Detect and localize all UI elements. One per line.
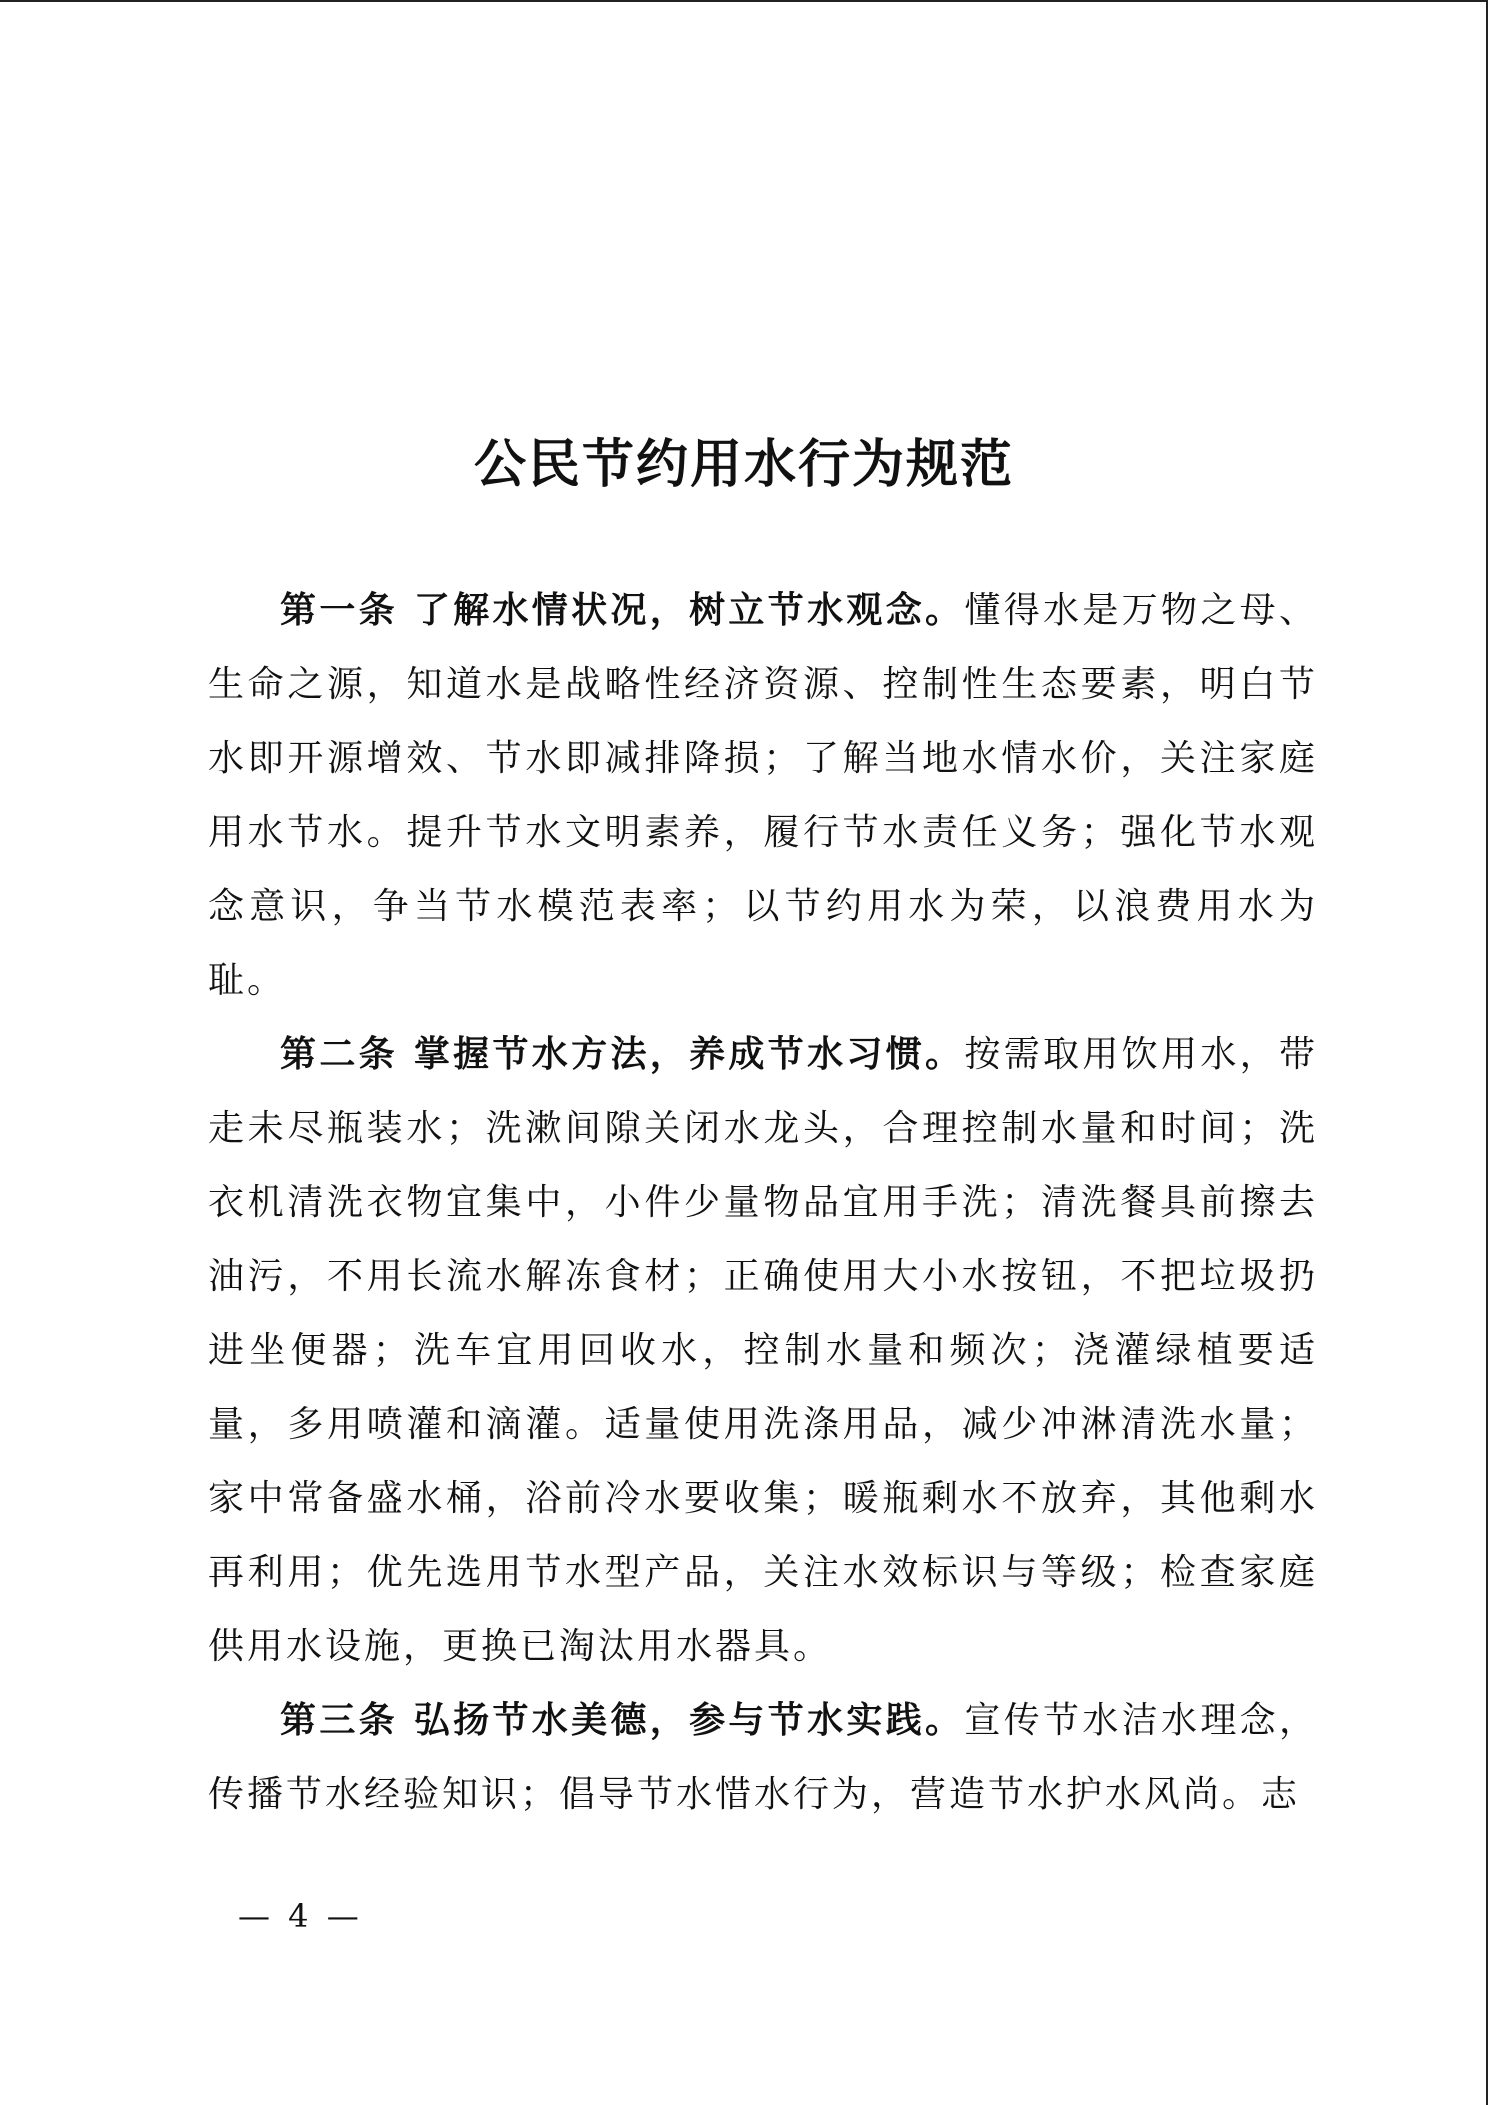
article-2-heading: 第二条 掌握节水方法，养成节水习惯。	[280, 1034, 965, 1075]
article-1	[208, 574, 1318, 1018]
document-body	[208, 574, 1318, 1832]
article-1-heading: 第一条 了解水情状况，树立节水观念。	[280, 590, 965, 631]
article-1-body: 懂得水是万物之母、生命之源，知道水是战略性经济资源、控制性生态要素，明白节水即开源增效、节水即减排降损；了解当地水情水价，关注家庭用水节水。提升节水文明素养，履行节水责任义务；强化节水观念意识，争当节水模范表率；以节约用水为荣，以浪费用水为耻。	[208, 590, 1318, 1001]
article-3-heading: 第三条 弘扬节水美德，参与节水实践。	[280, 1700, 965, 1741]
document-title: 公民节约用水行为规范	[473, 435, 1014, 495]
page-number: — 4 —	[238, 1897, 363, 1935]
article-2-body: 按需取用饮用水，带走未尽瓶装水；洗漱间隙关闭水龙头，合理控制水量和时间；洗衣机清洗衣物宜集中，小件少量物品宜用手洗；清洗餐具前擦去油污，不用长流水解冻食材；正确使用大小水按钮，不把垃圾扔进坐便器；洗车宜用回收水，控制水量和频次；浇灌绿植要适量，多用喷灌和滴灌。适量使用洗涤用品，减少冲淋清洗水量；家中常备盛水桶，浴前冷水要收集；暖瓶剩水不放弃，其他剩水再利用；优先选用节水型产品，关注水效标识与等级；检查家庭供用水设施，更换已淘汰用水器具。	[208, 1034, 1318, 1667]
article-2	[208, 1018, 1318, 1684]
article-3-body: 宣传节水洁水理念，传播节水经验知识；倡导节水惜水行为，营造节水护水风尚。志	[208, 1700, 1318, 1815]
article-3	[208, 1684, 1318, 1832]
